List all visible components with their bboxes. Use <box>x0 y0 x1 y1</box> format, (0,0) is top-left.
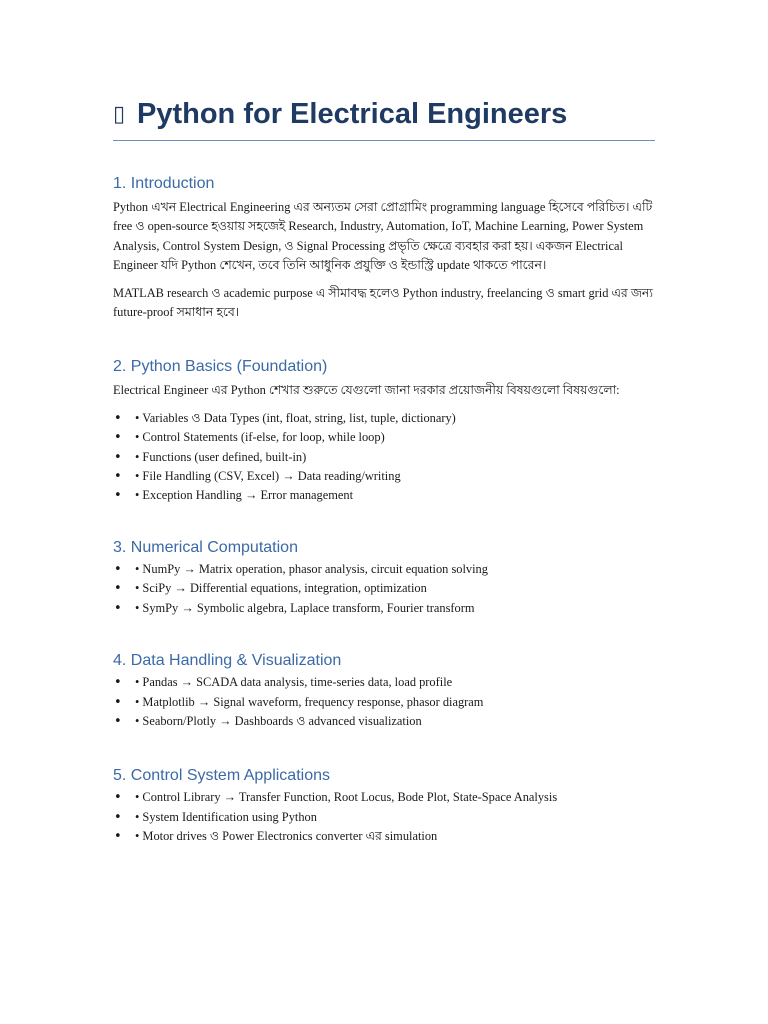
title-glyph: ▯ <box>113 101 126 126</box>
list-item-text: • Functions (user defined, built-in) <box>135 449 307 464</box>
bullet-icon: • <box>114 469 122 485</box>
list-item-text: • Seaborn/Plotly → Dashboards ও advanced visualization <box>135 713 422 728</box>
introduction-paragraph-1: Python এখন Electrical Engineering এর অন্যতম সেরা প্রোগ্রামিং programming language হিসেবে পরিচিত। এটি free ও open-source হওয়ায় সহজেই Research, Industry, Automation, IoT, Machine Learning, Power System Analysis, Control System Design, ও Signal Processing প্রভৃতি ক্ষেত্রে ব্যবহার করা হয়। একজন Electrical Engineer যদি Python শেখেন, তবে তিনি আধুনিক প্রযুক্তি ও ইন্ডাস্ট্রি update থাকতে পারেন। <box>113 200 653 273</box>
list-item-text: • Variables ও Data Types (int, float, string, list, tuple, dictionary) <box>135 410 456 425</box>
section-heading-control-system: 5. Control System Applications <box>113 767 330 785</box>
bullet-icon: • <box>114 561 122 577</box>
python-basics-paragraph: Electrical Engineer এর Python শেখার শুরুতে যেগুলো জানা দরকার প্রয়োজনীয় বিষয়গুলো বিষয়গুলো: <box>113 383 620 398</box>
document-title <box>113 96 655 141</box>
list-item-text: • Control Statements (if-else, for loop, while loop) <box>135 430 385 445</box>
bullet-icon: • <box>114 449 122 465</box>
bullet-icon: • <box>114 600 122 616</box>
list-item <box>113 788 655 807</box>
list-item <box>113 712 655 731</box>
list-item <box>113 448 655 467</box>
section-heading-numerical-computation: 3. Numerical Computation <box>113 538 298 556</box>
bullet-icon: • <box>114 809 122 825</box>
introduction-paragraph-2: MATLAB research ও academic purpose এ সীমাবদ্ধ হলেও Python industry, freelancing ও smart grid এর জন্য future-proof সমাধান হবে। <box>113 285 653 320</box>
document-page <box>113 96 655 847</box>
list-item <box>113 599 655 618</box>
list-item <box>113 673 655 692</box>
numerical-computation-list <box>113 560 655 618</box>
list-item-text: • SciPy → Differential equations, integration, optimization <box>135 581 427 596</box>
list-item <box>113 409 655 428</box>
bullet-icon: • <box>114 488 122 504</box>
section-heading-python-basics: 2. Python Basics (Foundation) <box>113 358 328 376</box>
list-item <box>113 428 655 447</box>
control-system-list <box>113 788 655 846</box>
list-item <box>113 560 655 579</box>
list-item <box>113 827 655 846</box>
bullet-icon: • <box>114 581 122 597</box>
list-item <box>113 486 655 505</box>
bullet-icon: • <box>114 790 122 806</box>
list-item <box>113 808 655 827</box>
document-title-text: Python for Electrical Engineers <box>137 98 568 130</box>
bullet-icon: • <box>114 675 122 691</box>
list-item <box>113 467 655 486</box>
list-item-text: • Exception Handling → Error management <box>135 488 354 503</box>
section-heading-introduction: 1. Introduction <box>113 175 215 192</box>
list-item <box>113 579 655 598</box>
data-handling-list <box>113 673 655 731</box>
list-item-text: • Pandas → SCADA data analysis, time-series data, load profile <box>135 675 453 690</box>
bullet-icon: • <box>114 430 122 446</box>
bullet-icon: • <box>114 713 122 729</box>
bullet-icon: • <box>114 410 122 426</box>
list-item-text: • SymPy → Symbolic algebra, Laplace transform, Fourier transform <box>135 600 475 615</box>
list-item-text: • Matplotlib → Signal waveform, frequency response, phasor diagram <box>135 694 484 709</box>
list-item-text: • NumPy → Matrix operation, phasor analysis, circuit equation solving <box>135 561 488 576</box>
list-item-text: • Motor drives ও Power Electronics converter এর simulation <box>135 829 438 844</box>
list-item-text: • File Handling (CSV, Excel) → Data reading/writing <box>135 469 401 484</box>
section-heading-data-handling: 4. Data Handling & Visualization <box>113 652 342 670</box>
bullet-icon: • <box>114 694 122 710</box>
bullet-icon: • <box>114 829 122 845</box>
python-basics-list <box>113 409 655 506</box>
list-item <box>113 693 655 712</box>
list-item-text: • System Identification using Python <box>135 809 317 824</box>
list-item-text: • Control Library → Transfer Function, Root Locus, Bode Plot, State-Space Analysis <box>135 790 558 805</box>
